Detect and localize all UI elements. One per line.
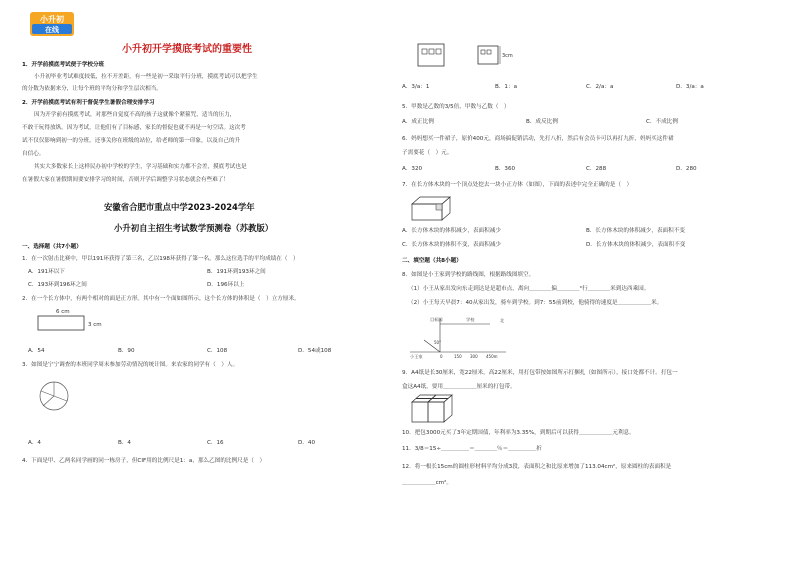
- page-title: 小升初开学摸底考试的重要性: [122, 44, 252, 55]
- q8-part2: （2）小王每天早晨7：40从家出发，骑车到学校。到7：55前到校，他骑得的速度是＿＿＿＿＿＿米。: [408, 300, 663, 306]
- q2-fig-height-label: 3 cm: [88, 322, 102, 328]
- q2-rectangle: [38, 316, 84, 330]
- q4-text: 4．下面是甲、乙两名同学画的同一栋房子，但CIF用的比例尺是1：a，那么乙图的比例尺是（ ）: [22, 458, 266, 464]
- map-scale-300: 300: [470, 354, 478, 359]
- para2-line4: 自信心。: [22, 151, 45, 157]
- q4-option-a: A．3/a：1: [402, 84, 430, 90]
- q2-option-a: A．54: [28, 348, 45, 354]
- q2-option-d: D．54或108: [298, 348, 332, 354]
- q9-line1: 9．A4纸是长30厘米，宽22厘米，高22厘米，用打包带按如图所示打捆扎（如图所示），接口处都不计。打包一: [402, 370, 678, 376]
- q7-option-b: B．长方体木块的体积减少，表面积不变: [586, 228, 685, 234]
- q4-option-b: B．1：a: [495, 84, 518, 90]
- exam-title-line2: 小升初自主招生考试数学预测卷（苏教版）: [114, 223, 274, 233]
- para3-line1: 其实大多数家长上这样民办初中学校的学生，学习基础和实力都不会差，摸底考试也是: [34, 164, 247, 170]
- q7-option-c: C．长方体木块的体积不变，表面积减少: [402, 242, 502, 248]
- q5-option-b: B．成反比例: [526, 119, 558, 125]
- q3-option-d: D．40: [298, 440, 316, 446]
- section1-heading: 一、选择题（共7小题）: [22, 244, 82, 250]
- q2-option-c: C．108: [207, 348, 228, 354]
- map-scale-0: 0: [440, 354, 443, 359]
- map-label-park: 目标园: [430, 317, 443, 322]
- q3-text: 3．如图是宁宁调查的本班同学周末参加劳动情况的统计图。来农家的同学有（ ）人。: [22, 362, 239, 368]
- q6-line2: 子需要花（ ）元。: [402, 150, 453, 156]
- q11-text: 11．3/8＝15÷＿＿＿＿＿＝＿＿＿＿％＝＿＿＿＿＿折: [402, 446, 542, 452]
- q2-fig-width-label: 6 cm: [56, 309, 70, 315]
- q7-cuboid-figure: [410, 194, 454, 222]
- q10-text: 10．把包3000元买了3年定期国债，年利率为3.35%，到期后可以获得＿＿＿＿＿＿元利息。: [402, 430, 635, 436]
- left-column: [22, 0, 397, 561]
- q12-line2: ＿＿＿＿＿＿cm²。: [402, 480, 452, 486]
- para2-line2: 不敢干玩得放纵。因为考试，让他们有了目标感，家长的督促也就不再是一句空话。这次考: [22, 125, 246, 131]
- map-label-school: 学校: [466, 317, 475, 322]
- q1-option-a: A．191环以下: [28, 269, 65, 275]
- q3-pie-chart: [34, 376, 74, 416]
- map-label-north: 北: [500, 318, 505, 323]
- para3-line2: 在暑假大家在暑假期间要安排学习的时间，否则开学后调整学习状态就会有些难了！: [22, 177, 229, 183]
- q5-text: 5．甲数是乙数的3/5倍，甲数与乙数（ ）: [402, 104, 510, 110]
- map-scale-150: 150: [454, 354, 462, 359]
- q6-option-b: B．360: [495, 166, 516, 172]
- q7-text: 7．在长方体木块的一个顶点处挖去一块小正方体（如图），下面的表述中完全正确的是（ ）: [402, 182, 633, 188]
- q2-text: 2．在一个长方体中，有两个相对的面是正方形。其中有一个面如图所示，这个长方体的体积是（ ）立方厘米。: [22, 296, 300, 302]
- q3-option-a: A．4: [28, 440, 41, 446]
- logo-line1: 小升初: [40, 15, 64, 24]
- q9-line2: 盒这A4纸，要用＿＿＿＿＿＿厘米的打包带。: [402, 384, 516, 390]
- map-label-home: 小王家: [410, 354, 423, 359]
- right-column: [400, 0, 775, 561]
- q5-option-a: A．成正比例: [402, 119, 434, 125]
- q2-rectangle-figure: [30, 306, 120, 334]
- q2-option-b: B．90: [118, 348, 135, 354]
- q8-part1: （1）小王从家出发向东走到达是是超市点，离向＿＿＿＿偏＿＿＿＿°行＿＿＿＿米到达西乘园。: [408, 286, 650, 292]
- para1-line2: 的分数为依据来分，让每个班的平均分和学生层次相当。: [22, 86, 162, 92]
- q7-option-a: A．长方体木块的体积减少，表面积减少: [402, 228, 501, 234]
- q12-line1: 12．将一根长15cm的圆柱形材料平均分成3段，表面积之和比原来增加了113.04cm²，原来圆柱的表面积是: [402, 464, 672, 470]
- map-label-angle: 50°: [434, 340, 442, 345]
- logo-line2: 在线: [45, 26, 59, 34]
- q5-option-c: C．不成比例: [646, 119, 678, 125]
- para1-line1: 小升初毕业考试难度较低，拉不开差距，有一些是初一采取平行分班，摸底考试可以把学生: [34, 74, 258, 80]
- q7-option-d: D．长方体木块的体积减少，表面积不变: [586, 242, 686, 248]
- exam-title-line1: 安徽省合肥市重点中学2023-2024学年: [104, 202, 255, 212]
- para2-heading: 2．开学前摸底考试有利于督促学生暑假合理安排学习: [22, 100, 155, 106]
- q1-option-b: B．191环到193环之间: [207, 269, 266, 275]
- q1-text: 1．在一次射击比赛中，甲以191环获得了第三名，乙以198环获得了第一名，那么这位选手的平均成绩在（ ）: [22, 256, 299, 262]
- q8-text: 8．如图是小王家到学校的路线图，根据路线图填空。: [402, 272, 535, 278]
- q1-option-c: C．193环到196环之间: [28, 282, 87, 288]
- q6-option-a: A．320: [402, 166, 423, 172]
- para1-heading: 1．开学前摸底考试便于学校分班: [22, 62, 105, 68]
- q3-option-b: B．4: [118, 440, 131, 446]
- q3-option-c: C．16: [207, 440, 224, 446]
- q4-option-c: C．2/a：a: [586, 84, 614, 90]
- map-scale-450: 450m: [486, 354, 498, 359]
- q8-route-map: [410, 312, 520, 360]
- q1-option-d: D．196环以上: [207, 282, 245, 288]
- section2-heading: 二、填空题（共8小题）: [402, 258, 462, 264]
- q6-option-c: C．288: [586, 166, 607, 172]
- q6-option-d: D．280: [676, 166, 697, 172]
- q6-line1: 6．妈妈想买一件裙子，原价400元，商场搞促销活动，先打八折，然后有会员卡可以再打九折，妈妈买这件裙: [402, 136, 674, 142]
- q4-option-d: D．3/a：a: [676, 84, 704, 90]
- q4-fig-height-label: 3cm: [502, 53, 513, 59]
- para2-line1: 因为开学前有摸底考试，对那些自觉度不高的孩子这就像个紧箍咒，适当的压力，: [34, 112, 236, 118]
- q4-houses-figure: [416, 40, 526, 70]
- q9-package-figure: [410, 392, 454, 424]
- para2-line3: 试不仅仅影响到初一的分班，还事关你在班级的站位，给老师的第一印象，以及自己的升: [22, 138, 241, 144]
